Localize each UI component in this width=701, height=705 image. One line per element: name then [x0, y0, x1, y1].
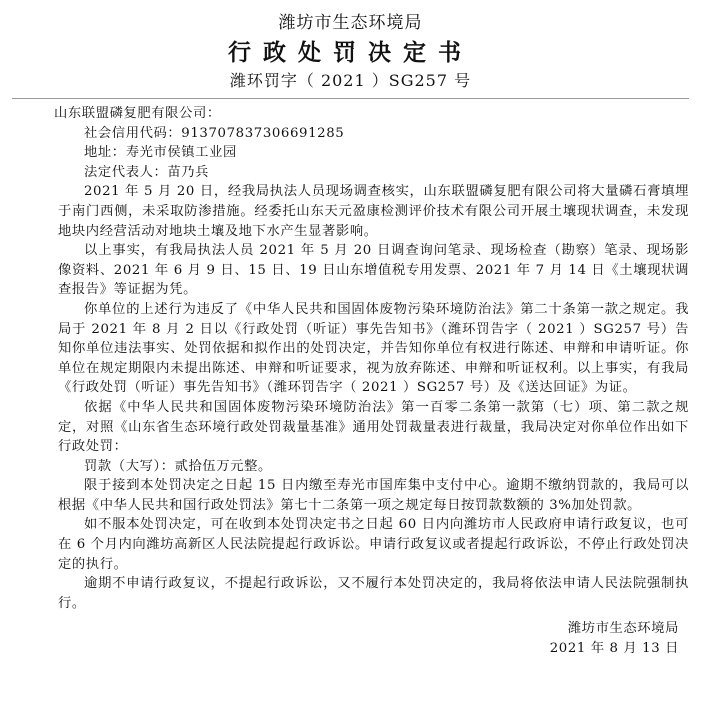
recipient-address: 地址：寿光市侯镇工业园 — [84, 145, 237, 161]
paragraph-penalty-basis: 依据《中华人民共和国固体废物污染环境防治法》第一百零二条第一款第（七）项、第二款之规定，对照《山东省生态环境行政处罚裁量基准》通用处罚裁量表进行裁量，我局决定对你单位作出如下行政处罚： — [58, 399, 689, 455]
paragraph-violation: 你单位的上述行为违反了《中华人民共和国固体废物污染环境防治法》第二十条第一款之规定。我局于 2021 年 8 月 2 日以《行政处罚（听证）事先告知书》（潍环罚告字（ 2021 ）SG257 号）告知你单位违法事实、处罚依据和拟作出的处罚决定，并告知你单位有权进行陈述、申辩和申请听证。你单位在规定期限内未提出陈述、申辩和听证要求，视为放弃陈述、申辩和听证权利。以上事实，有我局《行政处罚（听证）事先告知书》（潍环罚告字（ 2021 ）SG257 号）及《送达回证》为证。 — [58, 301, 689, 396]
issuing-agency: 潍坊市生态环境局 — [278, 13, 423, 33]
paragraph-payment-terms: 限于接到本处罚决定之日起 15 日内缴至寿光市国库集中支付中心。逾期不缴纳罚款的，我局可以根据《中华人民共和国行政处罚法》第七十二条第一项之规定每日按罚款数额的 3%加处罚款。 — [58, 478, 689, 513]
document-title: 行政处罚决定书 — [228, 40, 473, 66]
paragraph-enforcement: 逾期不申请行政复议，不提起行政诉讼，又不履行本处罚决定的，我局将依法申请人民法院强制执行。 — [58, 576, 689, 611]
recipient-legal-representative: 法定代表人：苗乃兵 — [84, 164, 210, 180]
header-divider — [12, 98, 689, 99]
paragraph-evidence: 以上事实，有我局执法人员 2021 年 5 月 20 日调查询问笔录、现场检查（勘察）笔录、现场影像资料、2021 年 6 月 9 日、15 日、19 日山东增值税专用发票、2021 年 7 月 14 日《土壤现状调查报告》等证据为凭。 — [58, 243, 689, 298]
signature-agency: 潍坊市生态环境局 — [567, 621, 679, 637]
recipient-name: 山东联盟磷复肥有限公司： — [54, 106, 221, 121]
document-number: 潍环罚字（ 2021 ）SG257 号 — [229, 71, 472, 90]
recipient-credit-code: 社会信用代码：913707837306691285 — [84, 125, 345, 141]
paragraph-fine-amount: 罚款（大写）：贰拾伍万元整。 — [84, 458, 272, 474]
paragraph-facts: 2021 年 5 月 20 日，经我局执法人员现场调查核实，山东联盟磷复肥有限公司将大量磷石膏填埋于南门西侧，未采取防渗措施。经委托山东天元盈康检测评价技术有限公司开展土壤现状调查，未发现地块内经营活动对地块土壤及地下水产生显著影响。 — [58, 184, 689, 239]
paragraph-appeal-rights: 如不服本处罚决定，可在收到本处罚决定书之日起 60 日内向潍坊市人民政府申请行政复议，也可在 6 个月内向潍坊高新区人民法院提起行政诉讼。申请行政复议或者提起行政诉讼，不停止行政处罚决定的执行。 — [58, 517, 689, 572]
signature-date: 2021 年 8 月 13 日 — [549, 641, 679, 657]
